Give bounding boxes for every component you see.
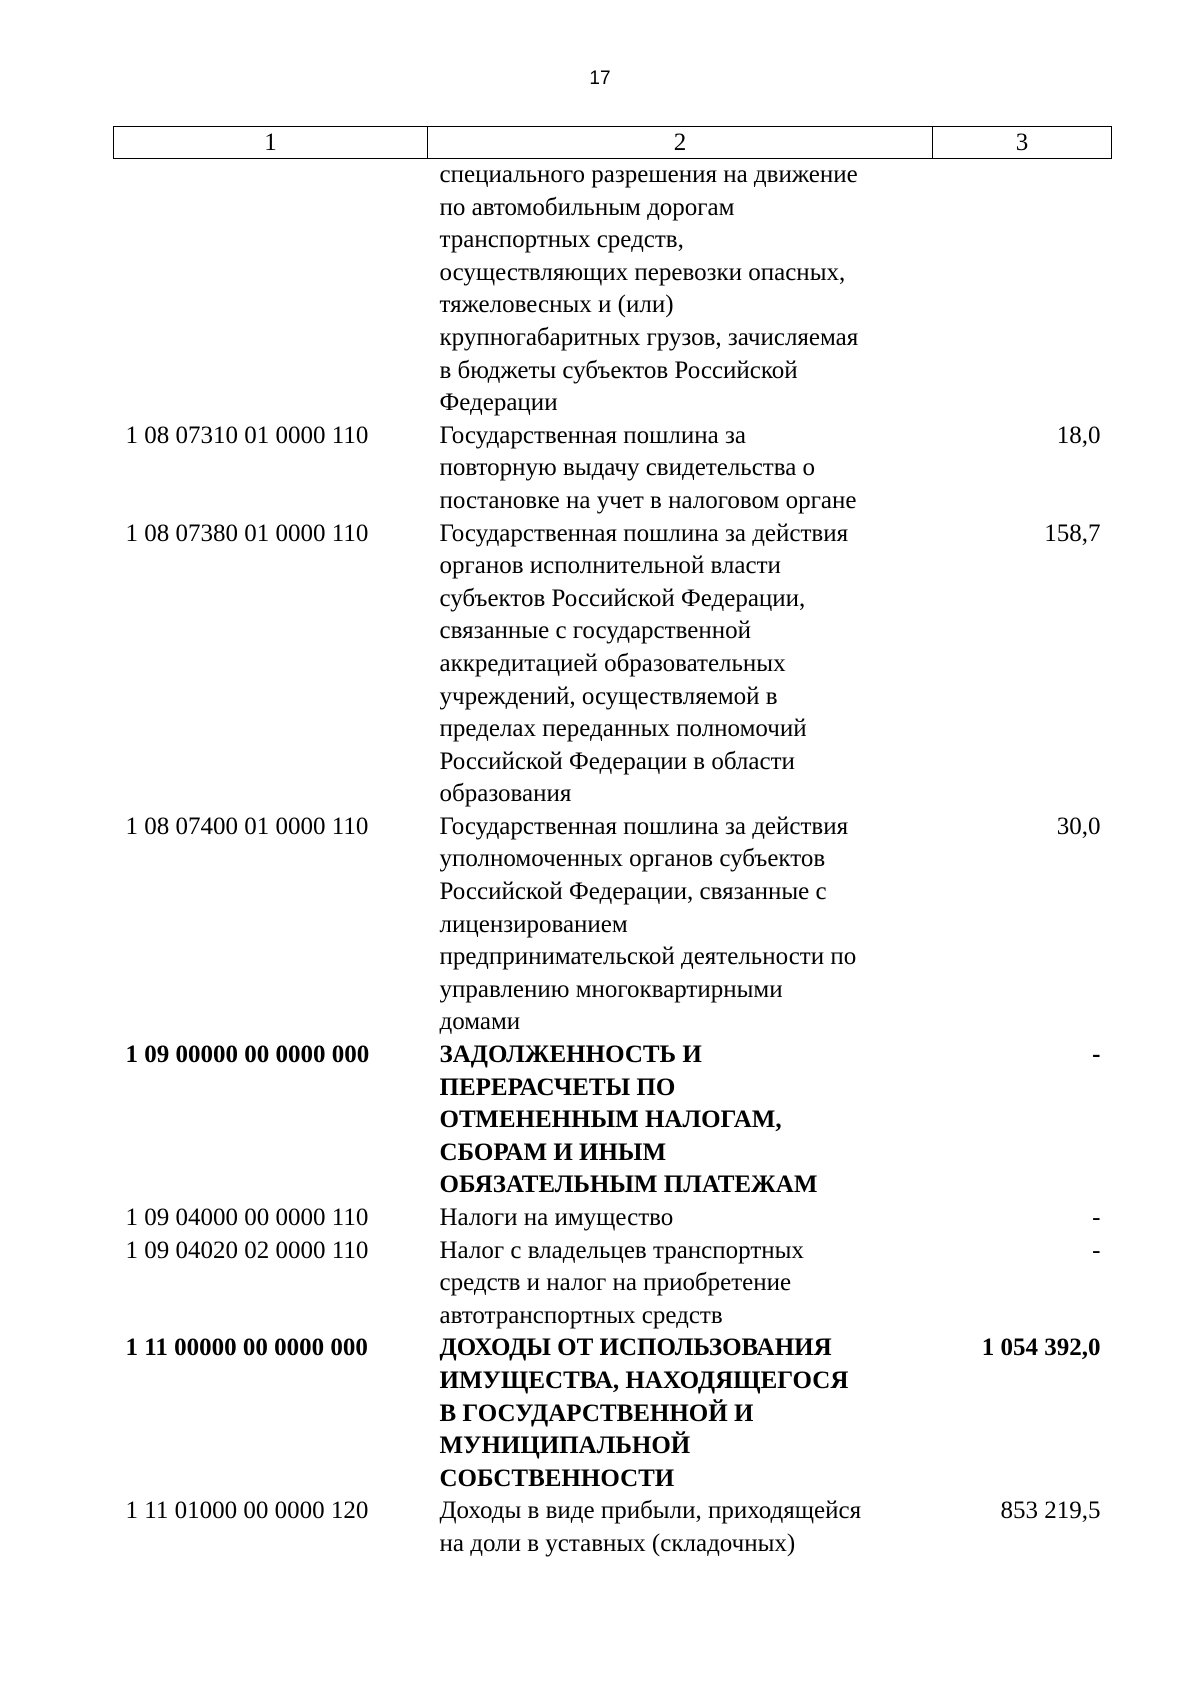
revenue-name-cell: [428, 811, 933, 1039]
amount-cell: -: [1092, 1041, 1101, 1069]
revenue-name-line: в бюджеты субъектов Российской: [439, 356, 798, 384]
amount-cell: 30,0: [1056, 812, 1101, 840]
revenue-name-line: аккредитацией образовательных: [439, 649, 786, 677]
revenue-name-line: постановке на учет в налоговом органе: [439, 486, 857, 514]
amount-cell: 1 054 392,0: [981, 1334, 1101, 1362]
revenue-name-line: осуществляющих перевозки опасных,: [439, 258, 846, 286]
budget-code-cell: [114, 159, 428, 420]
revenue-name-line: Государственная пошлина за: [439, 421, 746, 449]
budget-code-cell: 1 09 00000 00 0000 000: [125, 1041, 370, 1069]
revenue-name-line: органов исполнительной власти: [439, 552, 781, 580]
revenue-name-cell: [428, 518, 933, 811]
table-header: [114, 127, 1112, 159]
revenue-name-line: повторную выдачу свидетельства о: [439, 454, 816, 482]
revenue-name-line: предпринимательской деятельности по: [439, 943, 857, 971]
revenue-name-line: крупногабаритных грузов, зачисляемая: [439, 323, 859, 351]
revenue-name-line: по автомобильным дорогам: [439, 193, 735, 221]
table-row: [114, 420, 1112, 518]
table-row: [114, 811, 1112, 1039]
table-row: [114, 1332, 1112, 1495]
revenue-name-line: домами: [439, 1008, 521, 1036]
revenue-name-line: ОБЯЗАТЕЛЬНЫМ ПЛАТЕЖАМ: [439, 1171, 818, 1199]
amount-cell: 18,0: [1056, 421, 1101, 449]
revenue-name-line: тяжеловесных и (или): [439, 291, 674, 319]
revenue-name-line: ПЕРЕРАСЧЕТЫ ПО: [439, 1073, 676, 1101]
revenue-name-line: автотранспортных средств: [439, 1301, 723, 1329]
header-row: [114, 127, 1112, 159]
revenue-name-cell: [428, 159, 933, 420]
revenue-name-line: учреждений, осуществляемой в: [439, 682, 778, 710]
revenue-name-line: связанные с государственной: [439, 617, 751, 645]
revenue-name-line: транспортных средств,: [439, 226, 684, 254]
amount-cell: 158,7: [1044, 519, 1101, 547]
revenue-name-line: управлению многоквартирными: [439, 975, 783, 1003]
revenue-name-line: Налоги на имущество: [439, 1204, 674, 1231]
table-row: [114, 1495, 1112, 1560]
amount-cell: -: [1092, 1236, 1101, 1264]
revenue-name-line: Налог с владельцев транспортных: [439, 1236, 804, 1264]
revenue-name-line: пределах переданных полномочий: [439, 715, 807, 743]
amount-cell: [933, 159, 1112, 420]
table-row: [114, 1039, 1112, 1202]
revenue-name-line: Федерации: [439, 389, 558, 417]
budget-code-cell: 1 08 07310 01 0000 110: [125, 421, 369, 449]
table-body: [114, 159, 1112, 1561]
revenue-name-line: Российской Федерации в области: [439, 747, 795, 775]
table-row: [114, 159, 1112, 420]
revenue-name-line: уполномоченных органов субъектов: [439, 845, 826, 873]
revenue-name-cell: [428, 1039, 933, 1202]
revenue-name-cell: [428, 1235, 933, 1333]
revenue-name-line: ДОХОДЫ ОТ ИСПОЛЬЗОВАНИЯ: [439, 1334, 832, 1362]
budget-code-cell: 1 09 04000 00 0000 110: [125, 1204, 369, 1231]
table-row: [114, 1202, 1112, 1235]
amount-cell: 853 219,5: [1000, 1497, 1101, 1525]
revenue-name-line: Доходы в виде прибыли, приходящейся: [439, 1497, 862, 1525]
revenue-name-cell: [428, 420, 933, 518]
revenue-name-line: СОБСТВЕННОСТИ: [439, 1464, 675, 1492]
revenue-name-line: субъектов Российской Федерации,: [439, 584, 806, 612]
revenue-name-line: образования: [439, 780, 572, 808]
revenue-name-line: Российской Федерации, связанные с: [439, 878, 827, 906]
budget-code-cell: 1 08 07400 01 0000 110: [125, 812, 369, 840]
page-number: 17: [589, 68, 611, 89]
budget-code-cell: 1 08 07380 01 0000 110: [125, 519, 369, 547]
revenue-name-cell: [428, 1332, 933, 1495]
revenue-name-cell: [428, 1202, 933, 1235]
revenue-name-line: на доли в уставных (складочных): [439, 1529, 796, 1557]
budget-code-cell: 1 11 00000 00 0000 000: [125, 1334, 368, 1362]
revenue-name-line: средств и налог на приобретение: [439, 1269, 792, 1297]
budget-code-cell: 1 09 04020 02 0000 110: [125, 1236, 369, 1264]
revenue-name-line: СБОРАМ И ИНЫМ: [439, 1138, 667, 1166]
revenue-name-line: МУНИЦИПАЛЬНОЙ: [439, 1432, 691, 1460]
revenue-name-line: ЗАДОЛЖЕННОСТЬ И: [439, 1041, 702, 1069]
revenue-name-line: В ГОСУДАРСТВЕННОЙ И: [439, 1399, 754, 1427]
revenue-name-line: Государственная пошлина за действия: [439, 519, 849, 547]
header-col-2: 2: [428, 127, 933, 159]
revenue-name-cell: [428, 1495, 933, 1560]
header-col-3: 3: [933, 127, 1112, 159]
revenue-name-line: Государственная пошлина за действия: [439, 812, 849, 840]
revenue-name-line: ИМУЩЕСТВА, НАХОДЯЩЕГОСЯ: [439, 1366, 849, 1394]
revenue-name-line: специального разрешения на движение: [439, 161, 858, 188]
amount-cell: -: [1092, 1204, 1101, 1231]
header-col-1: 1: [114, 127, 428, 159]
revenue-name-line: ОТМЕНЕННЫМ НАЛОГАМ,: [439, 1106, 782, 1134]
table-row: [114, 1235, 1112, 1333]
budget-code-cell: 1 11 01000 00 0000 120: [125, 1497, 369, 1525]
revenue-name-line: лицензированием: [439, 910, 628, 938]
budget-revenue-table: [113, 126, 1112, 1561]
table-row: [114, 518, 1112, 811]
